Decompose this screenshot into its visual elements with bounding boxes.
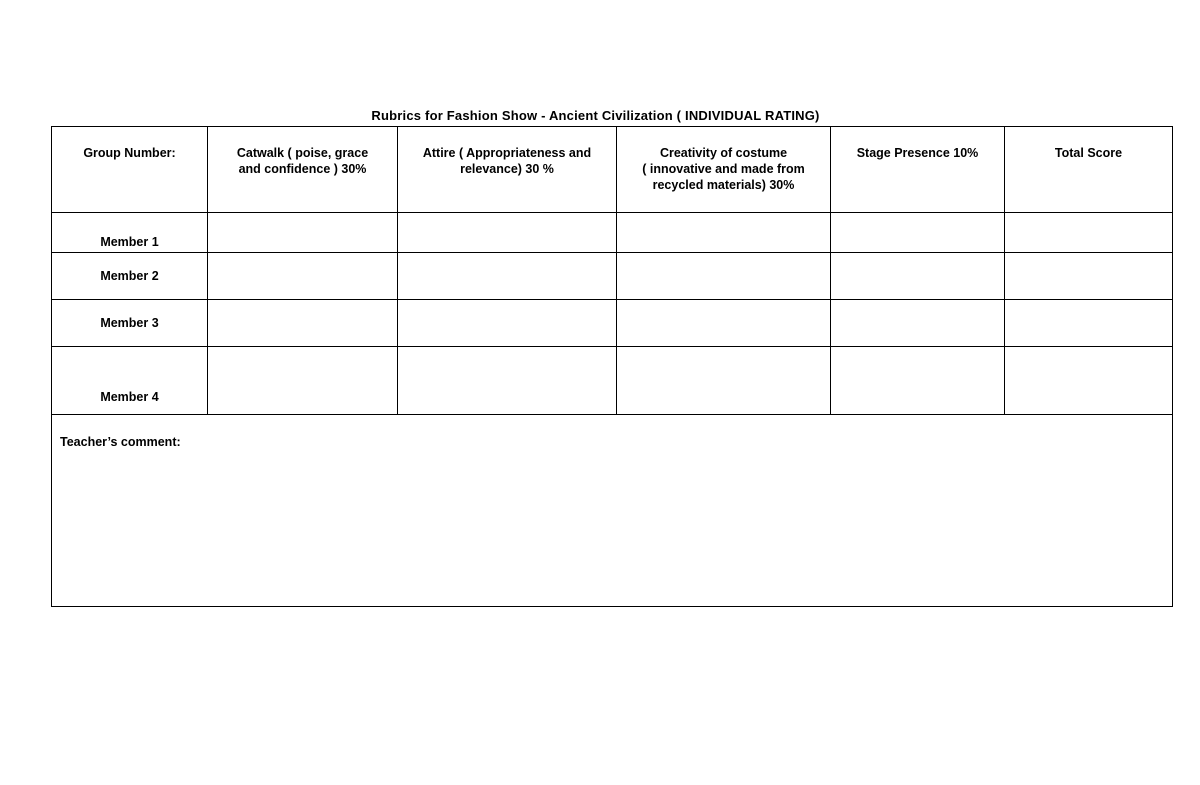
catwalk-score-cell[interactable] xyxy=(208,300,398,347)
catwalk-score-cell[interactable] xyxy=(208,253,398,300)
total-score-cell[interactable] xyxy=(1005,300,1173,347)
member-label: Member 1 xyxy=(52,213,208,253)
member-label: Member 4 xyxy=(52,347,208,415)
stage-score-cell[interactable] xyxy=(831,213,1005,253)
creativity-score-cell[interactable] xyxy=(617,347,831,415)
stage-score-cell[interactable] xyxy=(831,300,1005,347)
header-row xyxy=(52,127,1173,213)
stage-score-cell[interactable] xyxy=(831,347,1005,415)
catwalk-score-cell[interactable] xyxy=(208,213,398,253)
attire-score-cell[interactable] xyxy=(398,253,617,300)
teacher-comment-label: Teacher’s comment: xyxy=(60,435,181,449)
stage-score-cell[interactable] xyxy=(831,253,1005,300)
attire-score-cell[interactable] xyxy=(398,300,617,347)
member-label: Member 2 xyxy=(52,253,208,300)
creativity-score-cell[interactable] xyxy=(617,213,831,253)
header-creativity: Creativity of costume ( innovative and made from recycled materials) 30% xyxy=(617,127,831,213)
total-score-cell[interactable] xyxy=(1005,347,1173,415)
total-score-cell[interactable] xyxy=(1005,213,1173,253)
header-group-number: Group Number: xyxy=(52,127,208,213)
rubric-title: Rubrics for Fashion Show - Ancient Civilization ( INDIVIDUAL RATING) xyxy=(371,108,820,123)
member-label: Member 3 xyxy=(52,300,208,347)
table-row xyxy=(52,253,1173,300)
creativity-score-cell[interactable] xyxy=(617,300,831,347)
header-attire: Attire ( Appropriateness and relevance) 30 % xyxy=(398,127,617,213)
comment-row xyxy=(52,415,1173,607)
catwalk-score-cell[interactable] xyxy=(208,347,398,415)
attire-score-cell[interactable] xyxy=(398,347,617,415)
attire-score-cell[interactable] xyxy=(398,213,617,253)
header-total-score: Total Score xyxy=(1005,127,1173,213)
table-row xyxy=(52,300,1173,347)
table-row xyxy=(52,213,1173,253)
teacher-comment-cell[interactable] xyxy=(52,415,1173,607)
header-catwalk: Catwalk ( poise, grace and confidence ) 30% xyxy=(208,127,398,213)
header-stage-presence: Stage Presence 10% xyxy=(831,127,1005,213)
table-row xyxy=(52,347,1173,415)
creativity-score-cell[interactable] xyxy=(617,253,831,300)
total-score-cell[interactable] xyxy=(1005,253,1173,300)
rubric-table xyxy=(51,126,1173,607)
